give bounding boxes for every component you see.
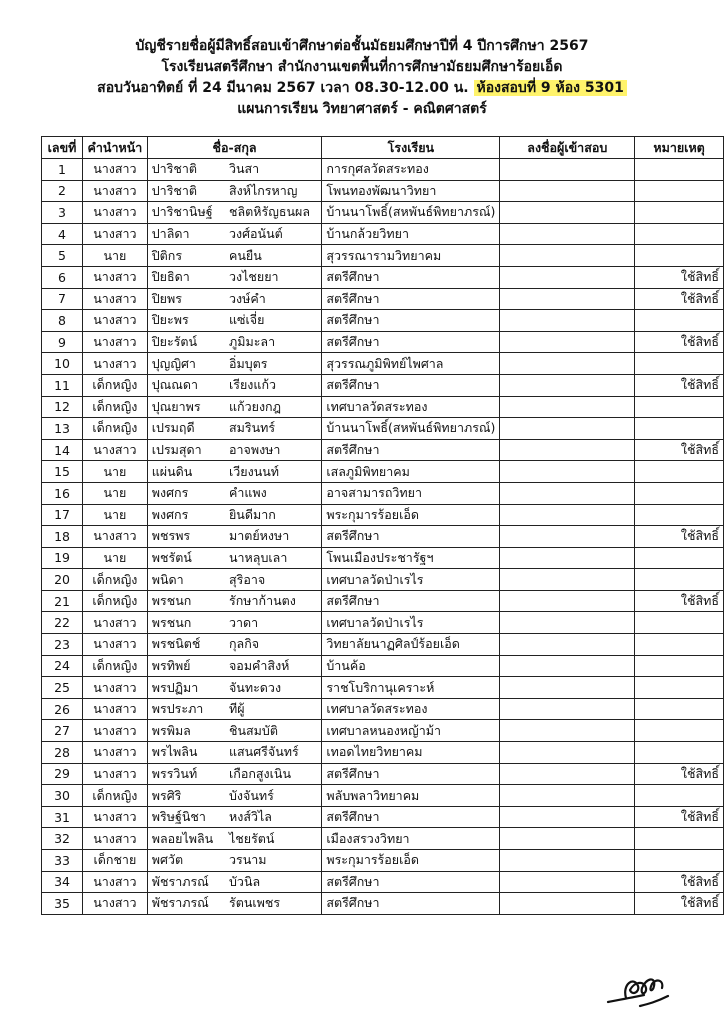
row-note: ใช้สิทธิ์ [635,806,724,828]
row-signature-cell [500,785,635,807]
table-row [42,785,724,807]
table-row [42,526,724,548]
row-signature-cell [500,504,635,526]
row-note: ใช้สิทธิ์ [635,893,724,915]
column-header-no: เลขที่ [42,137,83,159]
row-title: นางสาว [83,310,148,332]
row-note [635,547,724,569]
header-study-plan-line: แผนการเรียน วิทยาศาสตร์ - คณิตศาสตร์ [237,101,487,117]
row-note: ใช้สิทธิ์ [635,331,724,353]
row-surname: บังจันทร์ [225,785,322,807]
row-number: 23 [42,634,83,656]
row-signature-cell [500,871,635,893]
row-note [635,720,724,742]
table-row [42,742,724,764]
row-number: 4 [42,223,83,245]
row-title: นางสาว [83,677,148,699]
row-signature-cell [500,828,635,850]
row-first-name: ปิยะพร [147,310,225,332]
row-first-name: ปิยะรัตน์ [147,331,225,353]
row-note: ใช้สิทธิ์ [635,763,724,785]
row-title: เด็กหญิง [83,374,148,396]
row-surname: แก้วยงกฎ [225,396,322,418]
row-first-name: พัชราภรณ์ [147,893,225,915]
row-surname: อาจพงษา [225,439,322,461]
row-surname: หงส์วิไล [225,806,322,828]
row-title: เด็กหญิง [83,418,148,440]
row-note [635,461,724,483]
row-surname: บัวนิล [225,871,322,893]
row-surname: วินสา [225,159,322,181]
row-number: 8 [42,310,83,332]
row-note [635,159,724,181]
row-number: 20 [42,569,83,591]
row-surname: รักษาก้านตง [225,590,322,612]
row-surname: สิงห์ไกรหาญ [225,180,322,202]
row-first-name: ปาริชานิษฐ์ [147,202,225,224]
row-number: 10 [42,353,83,375]
table-row [42,634,724,656]
row-signature-cell [500,396,635,418]
row-surname: สุริอาจ [225,569,322,591]
table-header-row [42,137,724,159]
table-row [42,655,724,677]
row-note [635,698,724,720]
row-title: นาย [83,245,148,267]
row-school: สตรีศึกษา [322,590,500,612]
row-title: นางสาว [83,526,148,548]
row-note: ใช้สิทธิ์ [635,439,724,461]
row-title: นาย [83,461,148,483]
row-signature-cell [500,742,635,764]
row-signature-cell [500,806,635,828]
row-number: 30 [42,785,83,807]
row-school: โพนเมืองประชารัฐฯ [322,547,500,569]
row-surname: จอมคำสิงห์ [225,655,322,677]
row-number: 27 [42,720,83,742]
row-first-name: พรทิพย์ [147,655,225,677]
row-school: ราชโบริกานุเคราะห์ [322,677,500,699]
row-title: นางสาว [83,634,148,656]
candidate-table [41,136,724,915]
row-surname: ชินสมบัติ [225,720,322,742]
row-title: นาย [83,547,148,569]
row-number: 28 [42,742,83,764]
row-title: เด็กชาย [83,850,148,872]
row-signature-cell [500,763,635,785]
row-signature-cell [500,634,635,656]
row-school: โพนทองพัฒนาวิทยา [322,180,500,202]
row-title: นางสาว [83,806,148,828]
row-signature-cell [500,526,635,548]
row-surname: เกือกสูงเนิน [225,763,322,785]
row-signature-cell [500,850,635,872]
row-note: ใช้สิทธิ์ [635,526,724,548]
row-surname: กุลกิจ [225,634,322,656]
row-surname: รัตนเพชร [225,893,322,915]
table-row [42,418,724,440]
table-row [42,245,724,267]
row-school: สตรีศึกษา [322,374,500,396]
row-number: 24 [42,655,83,677]
row-first-name: พชรพร [147,526,225,548]
table-row [42,396,724,418]
row-title: นางสาว [83,180,148,202]
row-school: สตรีศึกษา [322,439,500,461]
row-note [635,418,724,440]
row-number: 33 [42,850,83,872]
row-school: พลับพลาวิทยาคม [322,785,500,807]
row-signature-cell [500,310,635,332]
row-surname: ไชยรัตน์ [225,828,322,850]
row-number: 35 [42,893,83,915]
row-signature-cell [500,245,635,267]
row-school: บ้านนาโพธิ์(สหพันธ์พิทยาภรณ์) [322,418,500,440]
row-number: 19 [42,547,83,569]
row-first-name: พนิดา [147,569,225,591]
row-surname: มาตย์หงษา [225,526,322,548]
row-first-name: ปุณยาพร [147,396,225,418]
row-surname: วาดา [225,612,322,634]
row-school: เมืองสรวงวิทยา [322,828,500,850]
row-school: เทศบาลวัดสระทอง [322,396,500,418]
row-first-name: พรชนก [147,590,225,612]
row-surname: วงษ์คำ [225,288,322,310]
row-number: 14 [42,439,83,461]
table-row [42,698,724,720]
table-row [42,504,724,526]
row-school: สตรีศึกษา [322,806,500,828]
row-school: เสลภูมิพิทยาคม [322,461,500,483]
row-school: สตรีศึกษา [322,871,500,893]
row-signature-cell [500,590,635,612]
exam-room-highlight: ห้องสอบที่ 9 ห้อง 5301 [474,80,627,96]
column-header-school: โรงเรียน [322,137,500,159]
row-school: เทศบาลวัดสระทอง [322,698,500,720]
table-row [42,763,724,785]
row-school: อาจสามารถวิทยา [322,482,500,504]
row-surname: คำแพง [225,482,322,504]
row-number: 3 [42,202,83,224]
row-title: นางสาว [83,266,148,288]
row-surname: เวียงนนท์ [225,461,322,483]
row-note [635,850,724,872]
row-school: สุวรรณารามวิทยาคม [322,245,500,267]
row-surname: อิ่มบุตร [225,353,322,375]
row-first-name: พรศิริ [147,785,225,807]
table-row [42,223,724,245]
row-number: 25 [42,677,83,699]
row-note [635,223,724,245]
table-row [42,310,724,332]
row-surname: ทีผู้ [225,698,322,720]
row-school: การกุศลวัดสระทอง [322,159,500,181]
row-number: 26 [42,698,83,720]
row-number: 18 [42,526,83,548]
table-body [42,159,724,915]
row-note [635,482,724,504]
table-row [42,353,724,375]
row-signature-cell [500,547,635,569]
row-note [635,677,724,699]
table-row [42,331,724,353]
row-note: ใช้สิทธิ์ [635,590,724,612]
row-school: สตรีศึกษา [322,526,500,548]
table-row [42,871,724,893]
row-signature-cell [500,353,635,375]
row-number: 13 [42,418,83,440]
row-school: สตรีศึกษา [322,266,500,288]
row-number: 1 [42,159,83,181]
row-note: ใช้สิทธิ์ [635,374,724,396]
row-signature-cell [500,720,635,742]
row-school: บ้านค้อ [322,655,500,677]
row-first-name: พัชราภรณ์ [147,871,225,893]
row-note [635,655,724,677]
row-title: นางสาว [83,893,148,915]
document-header [0,36,724,120]
row-surname: วรนาม [225,850,322,872]
row-note [635,180,724,202]
row-title: นางสาว [83,763,148,785]
row-surname: จันทะดวง [225,677,322,699]
table-row [42,461,724,483]
table-row [42,482,724,504]
row-title: นางสาว [83,202,148,224]
row-school: สตรีศึกษา [322,893,500,915]
row-note: ใช้สิทธิ์ [635,871,724,893]
row-number: 31 [42,806,83,828]
row-title: นางสาว [83,223,148,245]
row-school: เทอดไทยวิทยาคม [322,742,500,764]
row-first-name: เปรมฤดี [147,418,225,440]
row-number: 32 [42,828,83,850]
row-first-name: พรประภา [147,698,225,720]
row-first-name: พงศกร [147,504,225,526]
row-title: นาย [83,482,148,504]
row-title: นางสาว [83,612,148,634]
row-first-name: พริษฐ์นิชา [147,806,225,828]
row-signature-cell [500,159,635,181]
row-title: นางสาว [83,698,148,720]
row-number: 2 [42,180,83,202]
row-school: วิทยาลัยนาฏศิลป์ร้อยเอ็ด [322,634,500,656]
row-number: 11 [42,374,83,396]
table-row [42,806,724,828]
table-row [42,547,724,569]
row-number: 29 [42,763,83,785]
table-row [42,374,724,396]
row-school: เทศบาลวัดป่าเรไร [322,612,500,634]
row-first-name: ปิติกร [147,245,225,267]
row-first-name: พรรวินท์ [147,763,225,785]
row-signature-cell [500,418,635,440]
row-surname: คนยืน [225,245,322,267]
row-first-name: พลอยไพลิน [147,828,225,850]
row-surname: แซ่เจี่ย [225,310,322,332]
row-note [635,785,724,807]
row-signature-cell [500,439,635,461]
row-title: เด็กหญิง [83,655,148,677]
row-first-name: ปาริชาติ [147,180,225,202]
row-number: 22 [42,612,83,634]
row-signature-cell [500,569,635,591]
row-note [635,202,724,224]
row-title: นางสาว [83,331,148,353]
row-title: นาย [83,504,148,526]
table-row [42,590,724,612]
column-header-note: หมายเหตุ [635,137,724,159]
column-header-fullname: ชื่อ-สกุล [147,137,322,159]
row-first-name: ปุณณดา [147,374,225,396]
table-row [42,288,724,310]
row-first-name: พชรัตน์ [147,547,225,569]
row-school: พระกุมารร้อยเอ็ด [322,850,500,872]
row-surname: สมรินทร์ [225,418,322,440]
row-first-name: ปิยพร [147,288,225,310]
row-number: 6 [42,266,83,288]
row-school: สตรีศึกษา [322,310,500,332]
row-signature-cell [500,461,635,483]
row-signature-cell [500,331,635,353]
row-signature-cell [500,677,635,699]
row-signature-cell [500,893,635,915]
row-first-name: พรชนก [147,612,225,634]
row-title: นางสาว [83,742,148,764]
row-number: 12 [42,396,83,418]
row-surname: แสนศรีจันทร์ [225,742,322,764]
row-title: นางสาว [83,828,148,850]
row-note [635,396,724,418]
exam-date-text: สอบวันอาทิตย์ ที่ 24 มีนาคม 2567 เวลา 08.30-12.00 น. [97,80,469,96]
handwritten-signature [604,962,674,1010]
table-row [42,202,724,224]
row-title: เด็กหญิง [83,569,148,591]
table-row [42,850,724,872]
row-note [635,569,724,591]
row-signature-cell [500,288,635,310]
row-signature-cell [500,266,635,288]
row-first-name: พงศกร [147,482,225,504]
row-school: สตรีศึกษา [322,763,500,785]
row-signature-cell [500,202,635,224]
row-note [635,353,724,375]
row-number: 17 [42,504,83,526]
table-row [42,439,724,461]
column-header-signature: ลงชื่อผู้เข้าสอบ [500,137,635,159]
table-row [42,569,724,591]
table-row [42,180,724,202]
row-note [635,310,724,332]
row-title: นางสาว [83,353,148,375]
row-note: ใช้สิทธิ์ [635,288,724,310]
row-school: สตรีศึกษา [322,288,500,310]
header-school-line: โรงเรียนสตรีศึกษา สำนักงานเขตพื้นที่การศึกษามัธยมศึกษาร้อยเอ็ด [161,59,563,75]
row-note [635,245,724,267]
row-school: เทศบาลหนองหญ้าม้า [322,720,500,742]
row-school: สุวรรณภูมิพิทย์ไพศาล [322,353,500,375]
row-surname: นาหลุบเลา [225,547,322,569]
row-signature-cell [500,482,635,504]
row-first-name: ปาริชาติ [147,159,225,181]
row-signature-cell [500,180,635,202]
row-note [635,504,724,526]
row-number: 7 [42,288,83,310]
row-signature-cell [500,374,635,396]
row-number: 15 [42,461,83,483]
row-first-name: แผ่นดิน [147,461,225,483]
row-school: เทศบาลวัดป่าเรไร [322,569,500,591]
row-surname: วงศ์อนันต์ [225,223,322,245]
row-first-name: พศวัต [147,850,225,872]
table-row [42,677,724,699]
row-first-name: ปุญญิศา [147,353,225,375]
row-school: สตรีศึกษา [322,331,500,353]
column-header-title: คำนำหน้า [83,137,148,159]
row-school: บ้านกล้วยวิทยา [322,223,500,245]
row-first-name: พรไพลิน [147,742,225,764]
row-surname: วงไชยยา [225,266,322,288]
row-number: 16 [42,482,83,504]
row-number: 21 [42,590,83,612]
row-signature-cell [500,655,635,677]
row-signature-cell [500,223,635,245]
row-first-name: เปรมสุดา [147,439,225,461]
row-note [635,634,724,656]
row-number: 5 [42,245,83,267]
header-exam-date-line [0,78,724,99]
row-signature-cell [500,698,635,720]
table-row [42,159,724,181]
row-school: พระกุมารร้อยเอ็ด [322,504,500,526]
row-number: 34 [42,871,83,893]
row-title: นางสาว [83,871,148,893]
row-title: นางสาว [83,439,148,461]
row-first-name: พรชนิตช์ [147,634,225,656]
row-surname: ยินดีมาก [225,504,322,526]
row-first-name: ปิยธิดา [147,266,225,288]
row-school: บ้านนาโพธิ์(สหพันธ์พิทยาภรณ์) [322,202,500,224]
row-note: ใช้สิทธิ์ [635,266,724,288]
table-row [42,612,724,634]
table-row [42,893,724,915]
row-surname: ชลิตหิรัญธนผล [225,202,322,224]
row-title: เด็กหญิง [83,785,148,807]
header-title-line: บัญชีรายชื่อผู้มีสิทธิ์สอบเข้าศึกษาต่อชั้นมัธยมศึกษาปีที่ 4 ปีการศึกษา 2567 [135,38,589,54]
row-note [635,612,724,634]
row-first-name: พรปฏิมา [147,677,225,699]
row-note [635,742,724,764]
row-note [635,828,724,850]
table-row [42,720,724,742]
row-surname: ภูมิมะลา [225,331,322,353]
table-row [42,828,724,850]
row-signature-cell [500,612,635,634]
row-title: นางสาว [83,720,148,742]
row-number: 9 [42,331,83,353]
row-title: นางสาว [83,288,148,310]
table-row [42,266,724,288]
row-first-name: ปาลิดา [147,223,225,245]
row-title: เด็กหญิง [83,396,148,418]
row-first-name: พรพิมล [147,720,225,742]
row-title: เด็กหญิง [83,590,148,612]
row-title: นางสาว [83,159,148,181]
row-surname: เรียงแก้ว [225,374,322,396]
